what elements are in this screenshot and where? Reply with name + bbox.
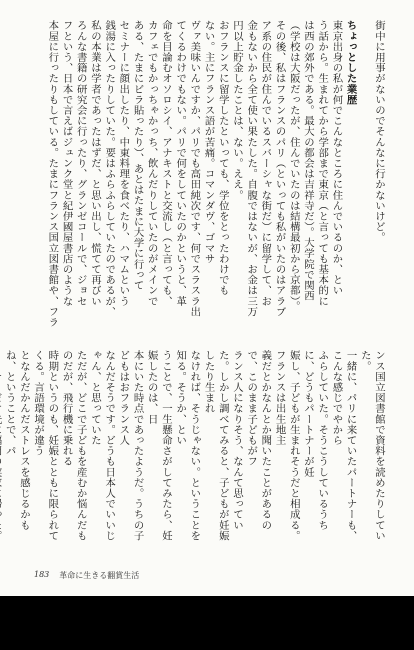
upper-text-line: 東京出身の私が何でこんなところに住んでいるのか、とい bbox=[330, 20, 343, 296]
upper-text-line: ろんな書籍の研究会に行ったり、グランゼコールで、ジョセ bbox=[74, 20, 87, 307]
upper-text-line: 街中に用事がないのでそんなに行かないけど。 bbox=[373, 20, 385, 243]
upper-text-line: ヴァ美味いんですか、パリでも高田純次です、何でスラスラ出 bbox=[188, 20, 201, 317]
upper-text-line: セミナーに顔出したり、中東料理を食べたり、ハマムという bbox=[117, 20, 130, 307]
lower-text-line: となんだかんだストレスを感じるかもね、ということで、パ bbox=[3, 350, 30, 531]
page-footer bbox=[34, 570, 139, 581]
upper-text-line: フという、日本で言えばジュンク堂と紀伊國屋書店のような bbox=[60, 20, 73, 307]
upper-text-line: （学校は大阪だったが、住んでいたのは結構最初から京都）。 bbox=[287, 20, 300, 312]
upper-text-line: その後、私はフランスのパリ（といっても私がいたのはアラブ bbox=[273, 20, 286, 317]
lower-text-line: ランス人になりそう、なんて思っていた。しかし調べてみると、子どもが妊娠したり生まれ bbox=[202, 350, 243, 541]
upper-text-line: う話から。生まれてから学部まで東京（と言っても基本的に bbox=[316, 20, 329, 307]
lower-text-line: 時期というのも、妊娠とともに限られてくる。言語環境が違う bbox=[32, 350, 59, 541]
upper-text-line: おフランスに留学したといっても、学位をとったわけでも bbox=[216, 20, 229, 296]
lower-text-line: 一緒に、パリに来ていたパートナーも、こんな感じでやから bbox=[330, 350, 357, 541]
running-title: 革命に生きる翻賞生活 bbox=[59, 571, 140, 580]
upper-text-block bbox=[22, 20, 386, 338]
upper-text-line bbox=[358, 20, 372, 338]
upper-text-line: ちょっとした業歴 bbox=[344, 20, 357, 105]
upper-text-line: ない。主にフランス語が苦痛。コマンダヴ、ゴマサ bbox=[202, 20, 215, 264]
lower-text-line: ふらしていた。そうこうしているうちに、どうもパートナーが妊 bbox=[301, 350, 329, 531]
lower-text-line bbox=[0, 350, 3, 548]
upper-text-line: 命を目論むオソロシイ、アナキストと交流し（と言っても、 bbox=[159, 20, 172, 307]
lower-text-line: うことで、一生懸命さがしてみたら、妊娠したのは、日 bbox=[145, 350, 172, 541]
upper-text-line: カフェでもかっちゃかっち、飲んだりしていたのがメインで bbox=[145, 20, 158, 307]
upper-text-line: 金もないから全て使い果たした。自腹ではないが、お金は三万 bbox=[245, 20, 258, 317]
lower-text-block bbox=[3, 350, 386, 548]
lower-text-line: 本にいた時点であったようだ。うちの子どもはおフランス人 bbox=[117, 350, 144, 541]
upper-text-line: 私の本業は学者であったはずだ、と思い出し、慌てて再びい bbox=[88, 20, 101, 307]
upper-text-line: 円以上貯金したことは、ない。ええ。 bbox=[230, 20, 243, 201]
upper-text-line: てくるわけでもない。パリで何をしていたのかというと、革 bbox=[174, 20, 187, 307]
lower-text-line: 義だとかなんとか聞いたことがあるので、このまま子どもがフ bbox=[245, 350, 272, 531]
upper-text-line: 本屋に行ったりもしている。たまにフランス国立図書館や、フラ bbox=[46, 20, 59, 328]
page-number: 183 bbox=[34, 570, 50, 579]
lower-text-line: ンス国立図書館で資料を読めたりしていた。 bbox=[358, 350, 385, 541]
upper-text-line: ある、たまにビラ貼ったり）、あとはたまに大学に行って bbox=[131, 20, 144, 291]
upper-text-line: 銭湯に入ったりしていた。要はふらふらしていたのであるが、 bbox=[103, 20, 116, 317]
lower-text-line: 娠し、子どもが生まれそうだと相成る。フランスは出生地主 bbox=[273, 350, 300, 541]
upper-text-line: は西の郊外である。最大の都会は吉祥寺だ）。大学院で関西 bbox=[301, 20, 314, 301]
upper-text-line: ア系の住民が住んでいるスバーシャな街だ）に留学して、お bbox=[259, 20, 272, 307]
lower-text-line: ただが、どこで子どもを産むか悩んだものだが、飛行機に乗れる bbox=[60, 350, 87, 541]
lower-text-line: なんだそうです。どうも日本人でいいじゃん、と思っていた bbox=[88, 350, 116, 541]
lower-text-line: なければ、そうじゃない。ということを知る。そうか、とい bbox=[174, 350, 201, 541]
